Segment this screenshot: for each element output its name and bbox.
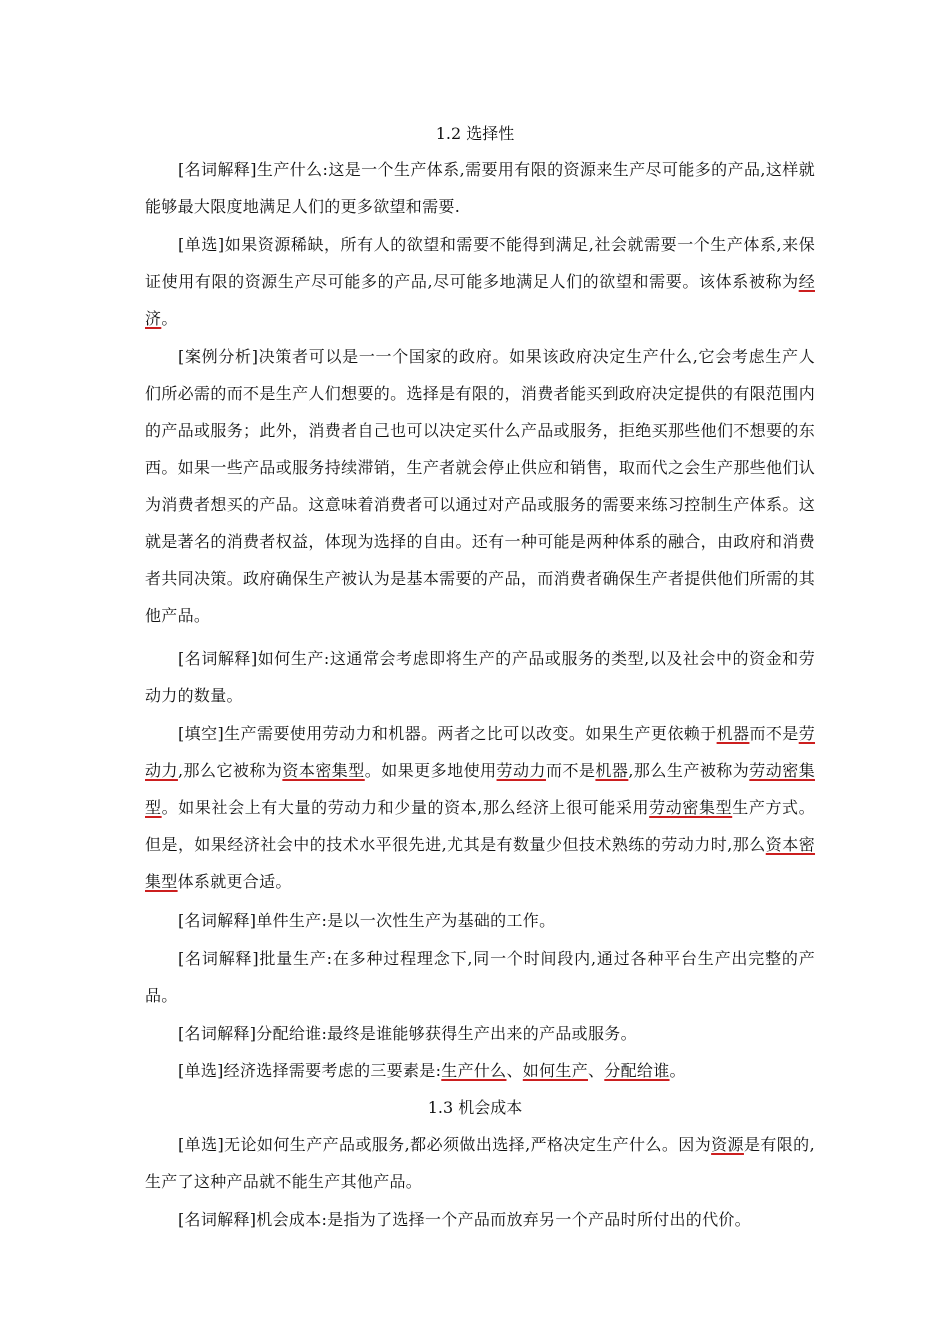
text-run: [名词解释]机会成本:是指为了选择一个产品而放弃另一个产品时所付出的代价。 [178, 1210, 751, 1229]
text-run: [名词解释]分配给谁:最终是谁能够获得生产出来的产品或服务。 [178, 1024, 637, 1043]
underlined-answer: 劳动力 [496, 761, 546, 780]
text-run: 是有限的,生产了这种产品就不能生产其他产品。 [145, 1135, 815, 1191]
text-run: [名词解释]如何生产:这通常会考虑即将生产的产品或服务的类型,以及社会中的资金和劳动力的数量。 [145, 649, 815, 705]
section-heading: 1.2 选择性 [435, 124, 515, 143]
section-heading: 1.3 机会成本 [427, 1098, 523, 1117]
text-run: [名词解释]生产什么:这是一个生产体系,需要用有限的资源来生产尽可能多的产品,这样就能够最大限度地满足人们的更多欲望和需要. [145, 160, 815, 216]
text-run: 。如果社会上有大量的劳动力和少量的资本,那么经济上很可能采用 [161, 798, 650, 817]
text-run: 。如果更多地使用 [364, 761, 497, 780]
text-run: [名词解释]单件生产:是以一次性生产为基础的工作。 [178, 911, 556, 930]
underlined-answer: 劳动密集型 [649, 798, 733, 817]
paragraph [145, 1015, 815, 1052]
underlined-answer: 劳动密集型 [145, 761, 815, 817]
underlined-answer: 机器 [595, 761, 629, 780]
text-run: 而不是 [749, 724, 799, 743]
text-run: 生产方式。但是，如果经济社会中的技术水平很先进,尤其是有数量少但技术熟练的劳动力时,那么 [145, 798, 815, 854]
text-run: [单选]经济选择需要考虑的三要素是: [178, 1061, 442, 1080]
underlined-answer: 分配给谁 [604, 1061, 670, 1080]
underlined-answer: 经济 [145, 272, 815, 328]
underlined-answer: 如何生产 [522, 1061, 588, 1080]
paragraph [145, 226, 815, 337]
paragraph [145, 940, 815, 1014]
paragraph [145, 1052, 815, 1089]
underlined-answer: 资源 [711, 1135, 744, 1154]
text-run: [名词解释]批量生产:在多种过程理念下,同一个时间段内,通过各种平台生产出完整的产品。 [145, 949, 815, 1005]
text-run: 而不是 [545, 761, 596, 780]
text-run: 体系就更合适。 [177, 872, 292, 891]
text-run: 。 [669, 1061, 686, 1080]
text-run: ,那么生产被称为 [628, 761, 750, 780]
text-run: [单选]如果资源稀缺，所有人的欲望和需要不能得到满足,社会就需要一个生产体系,来保证使用有限的资源生产尽可能多的产品,尽可能多地满足人们的欲望和需要。该体系被称为 [145, 235, 815, 291]
text-run: [单选]无论如何生产产品或服务,都必须做出选择,严格决定生产什么。因为 [178, 1135, 712, 1154]
paragraph [145, 902, 815, 939]
paragraph [145, 1126, 815, 1200]
paragraph [145, 715, 815, 900]
underlined-answer: 资本密集型 [282, 761, 365, 780]
underlined-answer: 生产什么 [441, 1061, 507, 1080]
text-run: [填空]生产需要使用劳动力和机器。两者之比可以改变。如果生产更依赖于 [178, 724, 717, 743]
text-run: [案例分析]决策者可以是一一个国家的政府。如果该政府决定生产什么,它会考虑生产人们所必需的而不是生产人们想要的。选择是有限的，消费者能买到政府决定提供的有限范围内的产品或服务；此外，消费者自己也可以决定买什么产品或服务，拒绝买那些他们不想要的东西。如果一些产品或服务持续滞销，生产者就会停止供应和销售，取而代之会生产那些他们认为消费者想买的产品。这意味着消费者可以通过对产品或服务的需要来练习控制生产体系。这就是著名的消费者权益，体现为选择的自由。还有一种可能是两种体系的融合，由政府和消费者共同决策。政府确保生产被认为是基本需要的产品，而消费者确保生产者提供他们所需的其他产品。 [145, 347, 815, 625]
underlined-answer: 机器 [716, 724, 750, 743]
underlined-answer: 劳动力 [145, 724, 816, 780]
underlined-answer: 资本密集型 [145, 835, 816, 891]
paragraph [145, 151, 815, 225]
text-run: ,那么它被称为 [177, 761, 283, 780]
paragraph [145, 338, 815, 634]
paragraph [145, 640, 815, 714]
paragraph [145, 1201, 815, 1238]
text-run: 、 [588, 1061, 605, 1080]
text-run: 、 [506, 1061, 523, 1080]
text-run: 。 [161, 309, 178, 328]
